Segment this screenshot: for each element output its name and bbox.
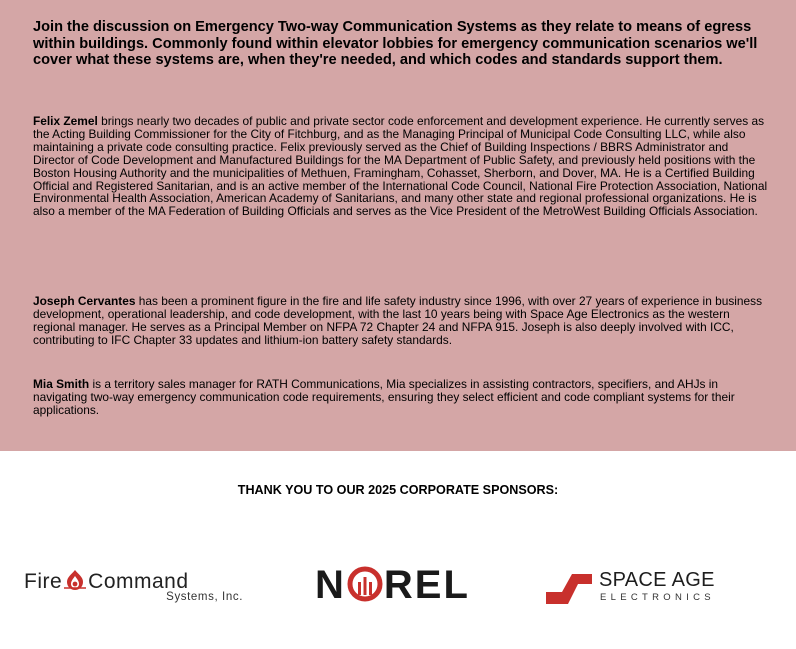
norel-logo bbox=[315, 564, 470, 606]
norel-wordmark bbox=[315, 564, 470, 606]
fire-command-wordmark bbox=[24, 569, 189, 594]
space-age-mark-icon bbox=[546, 572, 592, 604]
norel-prefix: N bbox=[315, 563, 346, 607]
fire-command-subtitle: Systems, Inc. bbox=[166, 591, 243, 603]
space-age-name: SPACE AGE bbox=[599, 569, 715, 591]
speaker-bio bbox=[33, 378, 768, 417]
space-age-logo bbox=[546, 570, 746, 606]
sponsors-heading: THANK YOU TO OUR 2025 CORPORATE SPONSORS: bbox=[237, 483, 559, 497]
space-age-subtitle: ELECTRONICS bbox=[600, 592, 715, 603]
speaker-bio-text: has been a prominent figure in the fire and life safety industry since 1996, with over 27 years of experience in business development, operational leadership, and code development, with the last 10 years being with Space Age Electronics as the western regional manager. He serves as a Principal Member on NFPA 72 Chapter 24 and NFPA 915. Joseph is also deeply involved with ICC, contributing to IFC Chapter 33 updates and lithium-ion battery safety standards. bbox=[33, 294, 763, 347]
fire-command-word1: Fire bbox=[24, 570, 63, 593]
fire-command-word2: Command bbox=[88, 570, 189, 593]
speaker-name: Felix Zemel bbox=[33, 114, 98, 128]
speaker-bio-text: brings nearly two decades of public and private sector code enforcement and development experience. He currently serves as the Acting Building Commissioner for the City of Fitchburg, and as the Managing Principal of Municipal Code Consulting LLC, while also maintaining a private code consulting practice. Felix previously served as the Chief of Building Inspections / BBRS Administrator and Director of Code Development and Manufactured Buildings for the MA Department of Public Safety, and previously held positions with the Boston Housing Authority and the municipalities of Methuen, Framingham, Cohasset, Sherborn, and Dover, MA. He is a Certified Building Official and Registered Sanitarian, and is an active member of the International Code Council, National Fire Protection Association, National Environmental Health Association, American Academy of Sanitarians, and many other state and regional professional organizations. He is also a member of the MA Federation of Building Officials and serves as the Vice President of the MetroWest Building Officials Association. bbox=[33, 114, 768, 219]
speaker-name: Mia Smith bbox=[33, 377, 90, 391]
flame-icon bbox=[62, 569, 88, 591]
norel-o-icon bbox=[347, 566, 383, 602]
speaker-bio-text: is a territory sales manager for RATH Communications, Mia specializes in assisting contractors, specifiers, and AHJs in navigating two-way emergency communication code requirements, ensuring they select efficient and code compliant systems for their applications. bbox=[33, 377, 735, 417]
norel-suffix: REL bbox=[383, 563, 470, 607]
speaker-bio bbox=[33, 295, 768, 347]
event-intro: Join the discussion on Emergency Two-way Communication Systems as they relate to means of egress within buildings. Commonly found within elevator lobbies for emergency communication scenarios we'll cover what these systems are, when they're needed, and which codes and standards support them. bbox=[33, 19, 758, 69]
speaker-name: Joseph Cervantes bbox=[33, 294, 136, 308]
speaker-bio bbox=[33, 115, 768, 218]
fire-command-logo bbox=[24, 569, 249, 609]
